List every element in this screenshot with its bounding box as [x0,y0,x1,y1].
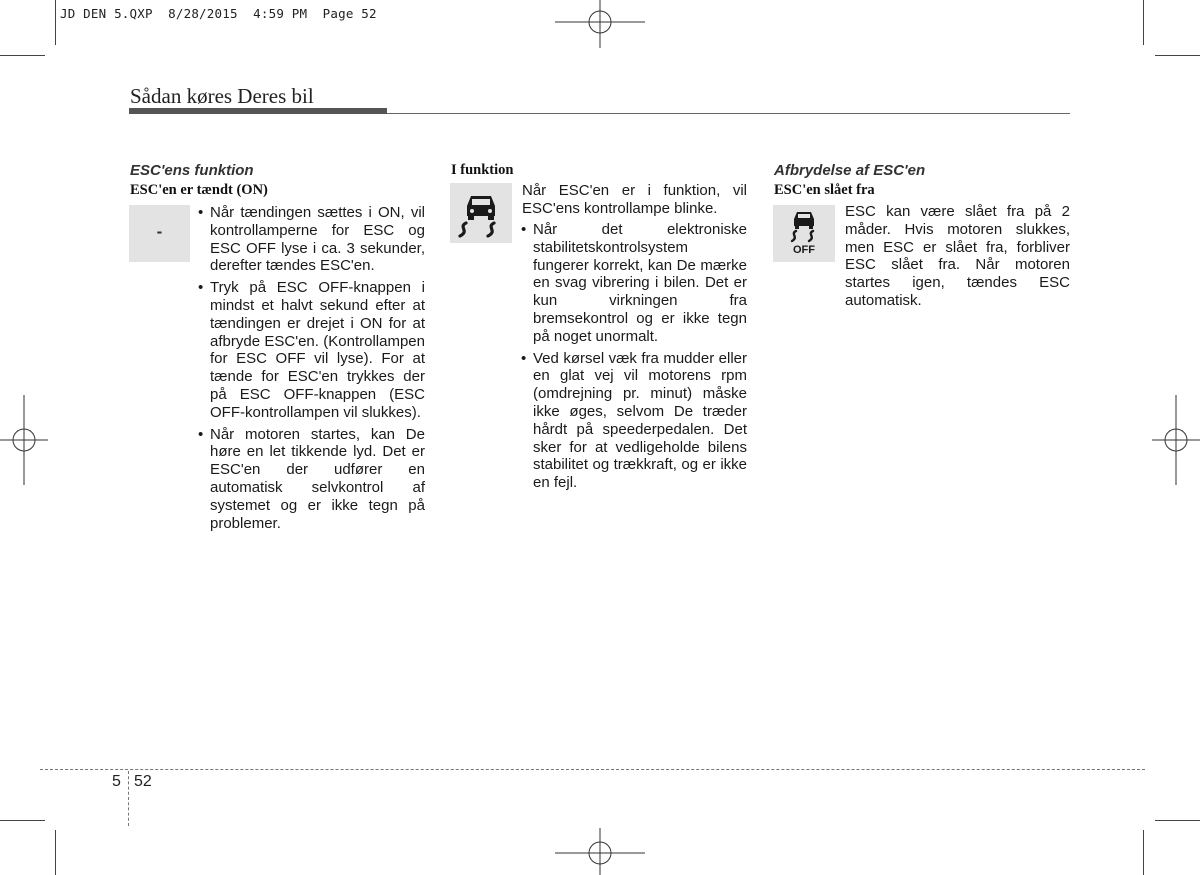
col2-icon-box [450,183,512,243]
crop-mark [1155,820,1200,821]
list-item: • Når motoren startes, kan De høre en let tikkende lyd. Det er ESC'en der udfører en automatisk selvkontrol af systemet og er ikke tegn på problemer. [198,426,425,533]
crop-mark [0,820,45,821]
col1-subheading: ESC'en er tændt (ON) [130,182,268,198]
registration-mark-left [0,395,48,485]
footer-rule [40,769,1145,770]
chapter-number: 5 [112,773,121,790]
crop-mark [1143,830,1144,875]
registration-mark-top [555,0,645,48]
printer-slug: JD DEN 5.QXP 8/28/2015 4:59 PM Page 52 [60,6,377,21]
col3-body-text: ESC kan være slået fra på 2 måder. Hvis motoren slukkes, men ESC er slået fra, forbliver ESC slået fra. Når motoren startes igen, tændes ESC automatisk. [845,203,1070,309]
col1-icon-box [129,205,190,262]
section-title: Sådan køres Deres bil [130,84,314,108]
esc-skid-car-icon [450,183,512,243]
crop-mark [1155,55,1200,56]
list-item: • Når det elektroniske stabilitetskontrolsystem fungerer korrekt, kan De mærke en svag vibrering i bilen. Det er kun virkningen fra bremsekontrol og er ikke tegn på noget unormalt. [521,221,747,346]
crop-mark [55,830,56,875]
esc-off-label: OFF [793,244,815,256]
col3-icon-box [773,205,835,262]
header-rule-thin [387,113,1070,114]
list-item: • Når tændingen sættes i ON, vil kontrollamperne for ESC og ESC OFF lyse i ca. 3 sekunder, derefter tændes ESC'en. [198,204,425,275]
header-rule-thick [129,108,387,114]
col1-heading: ESC'ens funktion [130,162,254,179]
footer-divider [128,771,129,826]
registration-mark-bottom [555,828,645,875]
crop-mark [0,55,45,56]
crop-mark [1143,0,1144,45]
list-item: • Tryk på ESC OFF-knappen i mindst et halvt sekund efter at tændingen er drejet i ON for at afbryde ESC'en. (Kontrollampen for ESC OFF vil lyse). For at tænde for ESC'en trykkes der på ESC OFF-knappen (ESC OFF-kontrollampen vil slukkes). [198,279,425,421]
list-item: • Ved kørsel væk fra mudder eller en glat vej vil motorens rpm (omdrejning pr. minut) måske ikke øges, selvom De træder hårdt på speederpedalen. Det sker for at vedligeholde bilens stabilitet og trækkraft, og er ikke en fejl. [521,350,747,492]
registration-mark-right [1152,395,1200,485]
col2-intro: Når ESC'en er i funktion, vil ESC'ens kontrollampe blinke. [522,182,747,217]
crop-mark [55,0,56,45]
col1-bullet-list [198,204,425,536]
col3-heading: Afbrydelse af ESC'en [774,162,926,179]
col1-icon-dash: - [156,222,163,241]
col3-subheading: ESC'en slået fra [774,182,875,198]
page-number: 52 [134,773,152,790]
col2-subheading: I funktion [451,162,514,178]
col2-bullet-list [521,221,747,496]
